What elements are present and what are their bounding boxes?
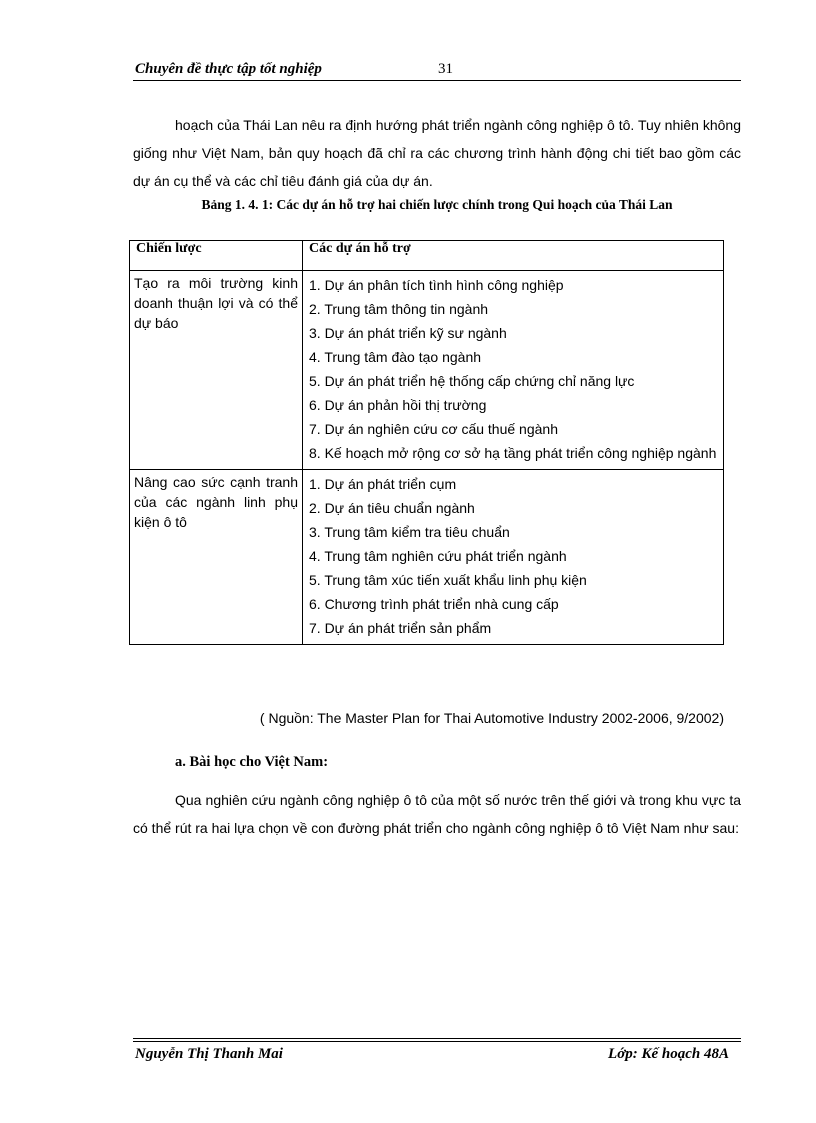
projects-table [129, 240, 724, 645]
table-caption: Bảng 1. 4. 1: Các dự án hỗ trợ hai chiến lược chính trong Qui hoạch của Thái Lan [201, 197, 673, 212]
list-item: 3. Dự án phát triển kỹ sư ngành [309, 325, 507, 341]
strategy-cell: Tạo ra môi trường kinh doanh thuận lợi và có thể dự báo [130, 271, 303, 470]
list-item: 5. Dự án phát triển hệ thống cấp chứng chỉ năng lực [309, 373, 635, 389]
table-row [130, 470, 724, 645]
footer-rule [133, 1041, 741, 1042]
table-header-row [130, 241, 724, 271]
list-item: 1. Dự án phát triển cụm [309, 476, 457, 492]
projects-cell [303, 271, 724, 470]
footer-rule [133, 1038, 741, 1039]
table-row [130, 271, 724, 470]
header-title: Chuyên đề thực tập tốt nghiệp [135, 61, 322, 77]
list-item: 8. Kế hoạch mở rộng cơ sở hạ tầng phát triển công nghiệp ngành [309, 445, 717, 461]
footer-author: Nguyễn Thị Thanh Mai [135, 1046, 283, 1062]
body-paragraph-2: Qua nghiên cứu ngành công nghiệp ô tô của một số nước trên thế giới và trong khu vực ta có thể rút ra hai lựa chọn về con đường phát triển cho ngành công nghiệp ô tô Việt Nam như sau: [133, 792, 741, 836]
list-item: 3. Trung tâm kiểm tra tiêu chuẩn [309, 524, 510, 540]
header-projects: Các dự án hỗ trợ [303, 241, 724, 271]
list-item: 6. Chương trình phát triển nhà cung cấp [309, 596, 559, 612]
list-item: 7. Dự án phát triển sản phẩm [309, 620, 492, 636]
strategy-cell: Nâng cao sức cạnh tranh của các ngành linh phụ kiện ô tô [130, 470, 303, 645]
list-item: 2. Trung tâm thông tin ngành [309, 301, 489, 317]
list-item: 4. Trung tâm nghiên cứu phát triển ngành [309, 548, 567, 564]
header-strategy: Chiến lược [130, 241, 303, 271]
list-item: 2. Dự án tiêu chuẩn ngành [309, 500, 475, 516]
body-paragraph-1: hoạch của Thái Lan nêu ra định hướng phát triển ngành công nghiệp ô tô. Tuy nhiên không giống như Việt Nam, bản quy hoạch đã chỉ ra các chương trình hành động chi tiết bao gồm các dự án cụ thể và các chỉ tiêu đánh giá của dự án. [133, 117, 741, 189]
list-item: 4. Trung tâm đào tạo ngành [309, 349, 482, 365]
header-rule [133, 80, 741, 81]
projects-cell [303, 470, 724, 645]
list-item: 7. Dự án nghiên cứu cơ cấu thuế ngành [309, 421, 558, 437]
page-footer [133, 1038, 741, 1068]
list-item: 6. Dự án phản hồi thị trường [309, 397, 487, 413]
page-number: 31 [438, 61, 453, 77]
list-item: 1. Dự án phân tích tình hình công nghiệp [309, 277, 564, 293]
page-header [133, 58, 741, 82]
list-item: 5. Trung tâm xúc tiến xuất khẩu linh phụ kiện [309, 572, 587, 588]
footer-class: Lớp: Kế hoạch 48A [608, 1046, 729, 1062]
table-source: ( Nguồn: The Master Plan for Thai Automotive Industry 2002-2006, 9/2002) [259, 710, 724, 726]
section-heading: a. Bài học cho Việt Nam: [175, 754, 329, 770]
